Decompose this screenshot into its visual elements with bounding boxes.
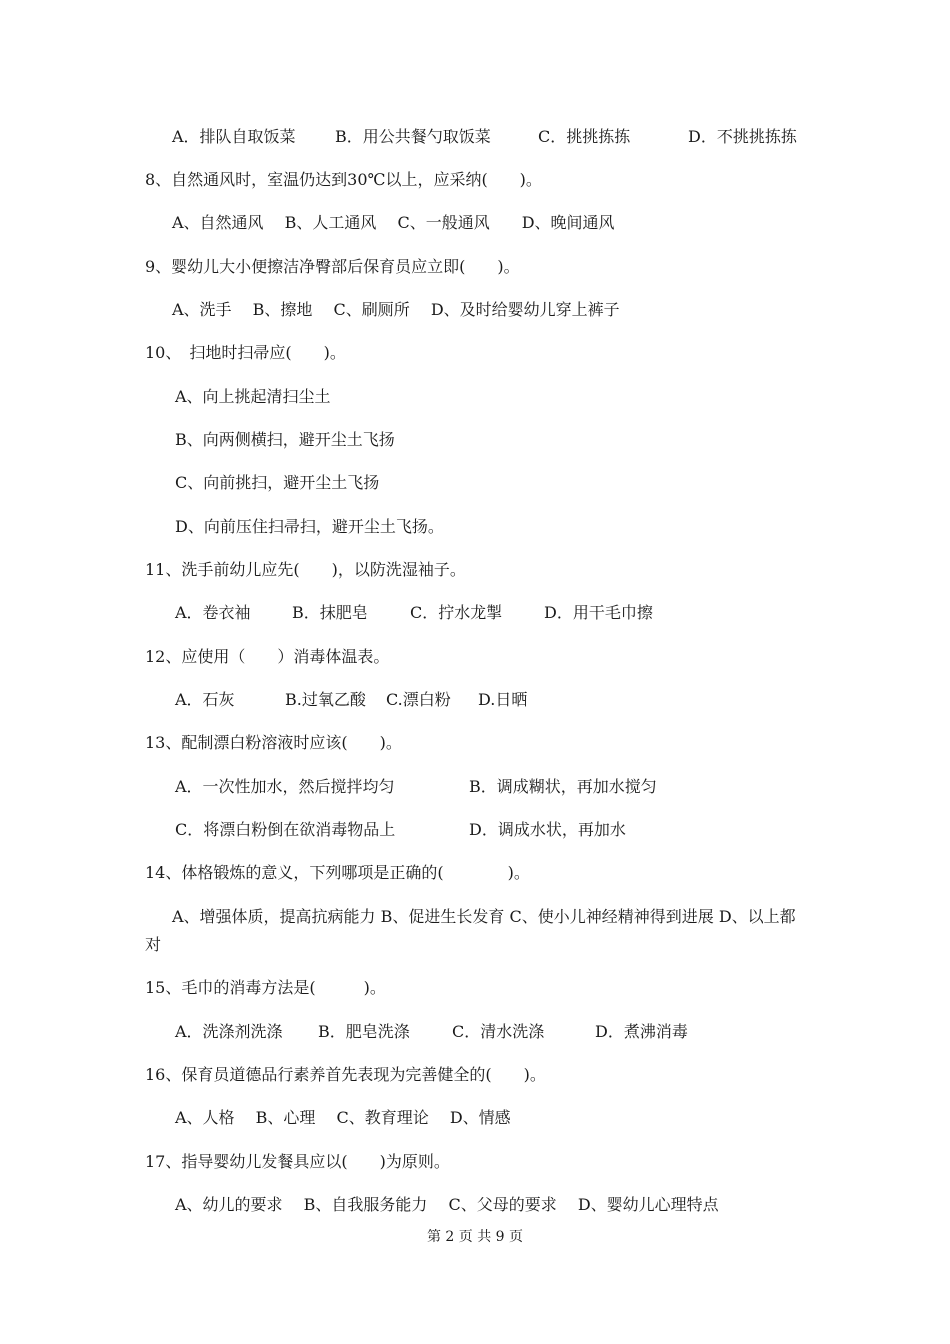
q17-options: A、幼儿的要求 B、自我服务能力 C、父母的要求 D、婴幼儿心理特点	[175, 1195, 719, 1214]
q15-option-c: C．清水洗涤	[452, 1022, 545, 1041]
q10-option-d: D、向前压住扫帚扫，避开尘土飞扬。	[175, 517, 444, 536]
q12-option-b: B.过氧乙酸	[285, 690, 366, 709]
q16-stem: 16、保育员道德品行素养首先表现为完善健全的( )。	[145, 1065, 546, 1084]
q7-option-d: D．不挑挑拣拣	[688, 127, 797, 146]
q10-option-a: A、向上挑起清扫尘土	[175, 387, 331, 406]
q7-option-c: C．挑挑拣拣	[538, 127, 631, 146]
q12-option-d: D.日晒	[478, 690, 528, 709]
q10-option-b: B、向两侧横扫，避开尘土飞扬	[175, 430, 395, 449]
q16-options: A、人格 B、心理 C、教育理论 D、情感	[175, 1108, 511, 1127]
q8-stem: 8、自然通风时，室温仍达到30℃以上，应采纳( )。	[145, 170, 542, 189]
q9-options: A、洗手 B、擦地 C、刷厕所 D、及时给婴幼儿穿上裤子	[172, 300, 620, 319]
q7-option-a: A．排队自取饭菜	[172, 127, 296, 146]
q17-stem: 17、指导婴幼儿发餐具应以( )为原则。	[145, 1152, 450, 1171]
page-number-footer: 第 2 页 共 9 页	[426, 1229, 524, 1245]
q15-option-a: A．洗涤剂洗涤	[175, 1022, 283, 1041]
q11-option-b: B．抹肥皂	[292, 603, 368, 622]
q11-option-d: D．用干毛巾擦	[544, 603, 653, 622]
q11-option-c: C．拧水龙掣	[410, 603, 503, 622]
q13-option-c: C．将漂白粉倒在欲消毒物品上	[175, 820, 396, 839]
q11-stem: 11、洗手前幼儿应先( )，以防洗湿袖子。	[145, 560, 466, 579]
q7-option-b: B．用公共餐勺取饭菜	[335, 127, 491, 146]
q12-option-c: C.漂白粉	[386, 690, 451, 709]
q10-option-c: C、向前挑扫，避开尘土飞扬	[175, 473, 380, 492]
q12-stem: 12、应使用（ ）消毒体温表。	[145, 647, 390, 666]
q13-option-d: D．调成水状，再加水	[469, 820, 626, 839]
q15-stem: 15、毛巾的消毒方法是( )。	[145, 978, 386, 997]
q13-option-a: A．一次性加水，然后搅拌均匀	[175, 777, 395, 796]
q15-option-d: D．煮沸消毒	[595, 1022, 688, 1041]
q11-option-a: A．卷衣袖	[175, 603, 251, 622]
q9-stem: 9、婴幼儿大小便擦洁净臀部后保育员应立即( )。	[145, 257, 520, 276]
q12-option-a: A．石灰	[175, 690, 235, 709]
q13-option-b: B．调成糊状，再加水搅匀	[469, 777, 657, 796]
q14-options	[145, 903, 810, 959]
q14-stem: 14、体格锻炼的意义，下列哪项是正确的( )。	[145, 863, 530, 882]
q15-option-b: B．肥皂洗涤	[318, 1022, 410, 1041]
q13-stem: 13、配制漂白粉溶液时应该( )。	[145, 733, 402, 752]
q10-stem: 10、 扫地时扫帚应( )。	[145, 343, 346, 362]
q14-options-text: A、增强体质，提高抗病能力 B、促进生长发育 C、使小儿神经精神得到进展 D、以上都对	[145, 907, 796, 954]
q8-options: A、自然通风 B、人工通风 C、一般通风 D、晚间通风	[172, 213, 615, 232]
